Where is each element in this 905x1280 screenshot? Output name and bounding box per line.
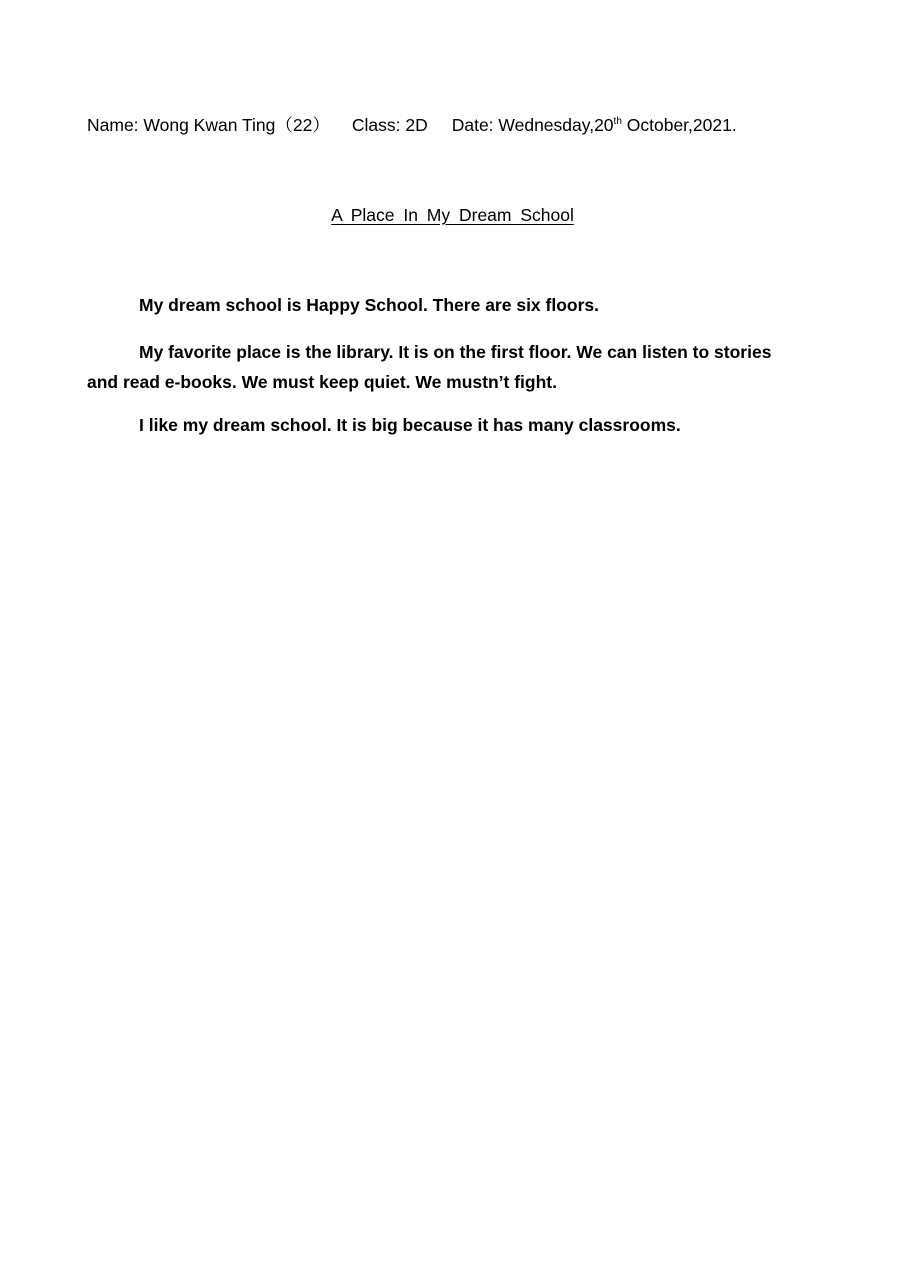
paragraph-3	[87, 410, 787, 440]
date-prefix: Date: Wednesday,20	[451, 115, 614, 135]
essay-title-text: A Place In My Dream School	[331, 205, 574, 225]
date-rest: October,2021.	[621, 115, 737, 135]
paragraph-text: I like my dream school. It is big because it has many classrooms.	[139, 415, 681, 435]
date-ordinal-suffix: th	[613, 116, 622, 127]
date-text	[452, 115, 737, 135]
student-info-line	[87, 113, 737, 137]
paragraph-text: My dream school is Happy School. There are six floors.	[139, 295, 599, 315]
student-class: Class: 2D	[351, 115, 428, 135]
paragraph-text: My favorite place is the library. It is on the first floor. We can listen to stories and read e-books. We must keep quiet. We mustn’t fight.	[87, 342, 772, 392]
paragraph-1	[87, 290, 787, 320]
paragraph-2	[87, 337, 787, 397]
student-name: Name: Wong Kwan Ting（22）	[87, 115, 330, 135]
essay-title	[0, 203, 905, 227]
